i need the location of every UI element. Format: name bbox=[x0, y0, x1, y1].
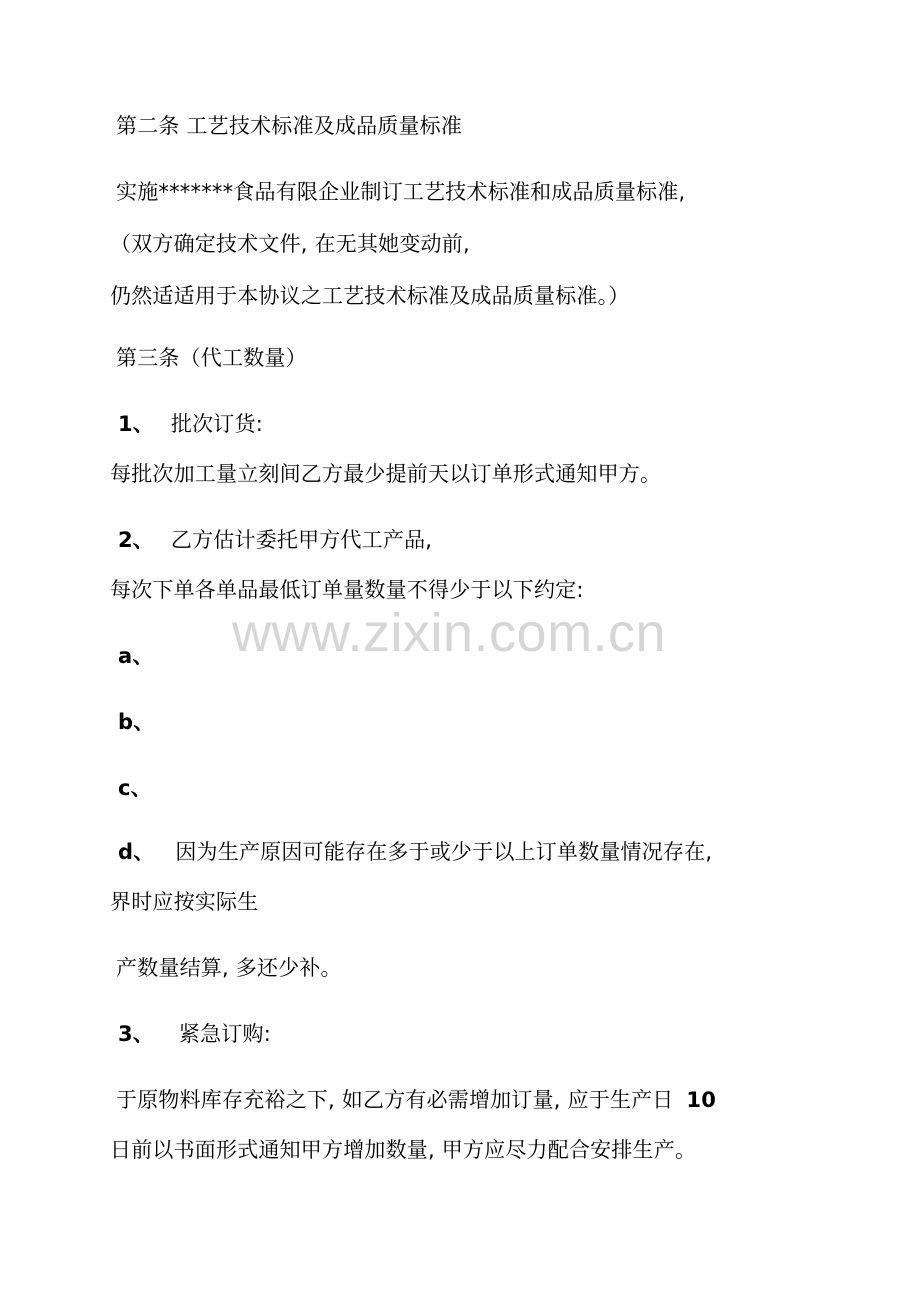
sub-item-a: a、 bbox=[118, 644, 154, 668]
item-3-description-text: 于原物料库存充裕之下, 如乙方有必需增加订量, 应于生产日 bbox=[116, 1088, 674, 1112]
sub-item-d bbox=[118, 838, 712, 866]
sub-item-d-continuation-1: 界时应按实际生 bbox=[110, 890, 259, 914]
item-3-days-number: 10 bbox=[686, 1088, 717, 1112]
item-3-description-line-1 bbox=[116, 1086, 716, 1114]
item-3-text: 紧急订购: bbox=[178, 1022, 271, 1046]
article-3-heading: 第三条（代工数量） bbox=[116, 346, 307, 370]
item-2-description: 每次下单各单品最低订单量数量不得少于以下约定: bbox=[110, 578, 584, 602]
item-1-text: 批次订货: bbox=[170, 412, 263, 436]
item-1-description: 每批次加工量立刻间乙方最少提前天以订单形式通知甲方。 bbox=[110, 462, 662, 486]
item-1-number: 1、 bbox=[118, 412, 155, 436]
watermark-text: www.zixin.com.cn bbox=[232, 603, 667, 663]
article-2-paragraph-line-1: 实施*******食品有限企业制订工艺技术标准和成品质量标准, bbox=[116, 180, 686, 204]
sub-item-c: c、 bbox=[118, 776, 152, 800]
item-3-description-line-2: 日前以书面形式通知甲方增加数量, 甲方应尽力配合安排生产。 bbox=[110, 1138, 697, 1162]
sub-item-d-continuation-2: 产数量结算, 多还少补。 bbox=[116, 956, 342, 980]
article-2-paragraph-line-3: 仍然适适用于本协议之工艺技术标准及成品质量标准。） bbox=[110, 284, 630, 308]
sub-item-d-text: 因为生产原因可能存在多于或少于以上订单数量情况存在, bbox=[175, 840, 713, 864]
item-1 bbox=[118, 410, 263, 438]
sub-item-d-label: d、 bbox=[118, 840, 155, 864]
item-2-text: 乙方估计委托甲方代工产品, bbox=[170, 528, 433, 552]
item-2-number: 2、 bbox=[118, 528, 155, 552]
item-3-number: 3、 bbox=[118, 1022, 155, 1046]
sub-item-b: b、 bbox=[118, 710, 155, 734]
item-2 bbox=[118, 526, 432, 554]
article-2-heading: 第二条 工艺技术标准及成品质量标准 bbox=[116, 114, 463, 138]
article-2-paragraph-line-2: （双方确定技术文件, 在无其她变动前, bbox=[110, 232, 470, 256]
item-3 bbox=[118, 1020, 271, 1048]
